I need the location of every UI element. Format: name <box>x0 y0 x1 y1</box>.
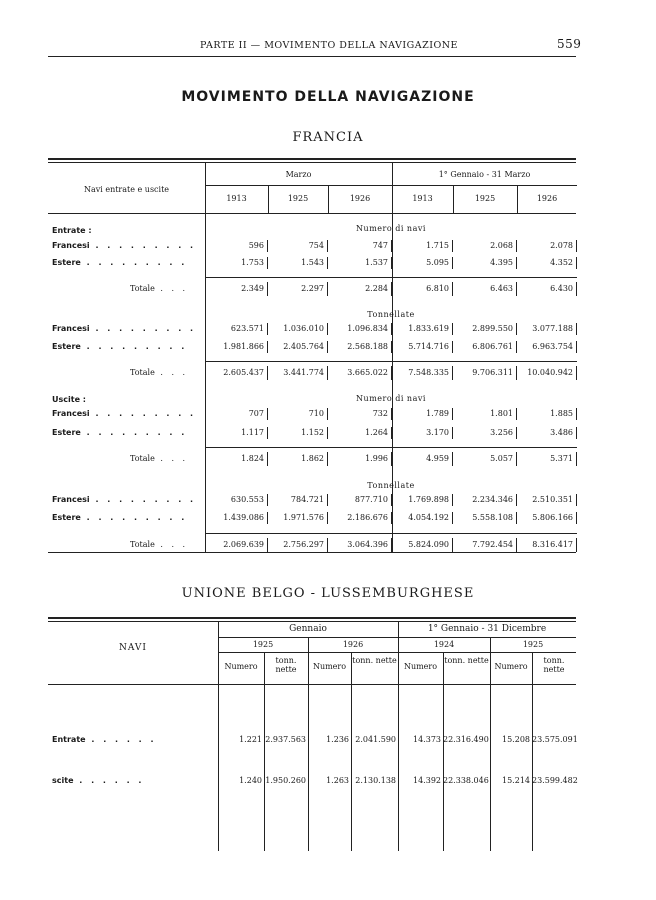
cell-value: 1.543 <box>301 258 324 267</box>
total-value: 2.756.297 <box>283 540 324 549</box>
cell-value: 1.715 <box>426 241 449 250</box>
cell-divider <box>576 408 577 420</box>
column-divider <box>264 652 265 851</box>
numero-header: Numero <box>312 662 347 671</box>
cell-value: 14.392 <box>413 776 441 785</box>
cell-value: 2.041.590 <box>355 735 396 744</box>
entrate-label: Entrate : <box>52 226 92 235</box>
year-divider <box>490 637 491 851</box>
cell-value: 2.078 <box>550 241 573 250</box>
cell-value: 2.568.188 <box>347 342 388 351</box>
cell-value: 2.130.138 <box>355 776 396 785</box>
head-rule <box>48 56 576 57</box>
total-value: 4.959 <box>426 454 449 463</box>
cell-value: 14.373 <box>413 735 441 744</box>
group-divider <box>392 162 393 552</box>
row-label <box>52 241 196 250</box>
dot-leader: . . . . . . . . . <box>80 513 188 522</box>
column-divider <box>351 652 352 851</box>
total-value: 7.548.335 <box>408 368 449 377</box>
year-header: 1925 <box>474 194 496 203</box>
belgium-heading: UNIONE BELGO - LUSSEMBURGHESE <box>181 586 475 601</box>
tonn-header: tonn. nette <box>352 656 397 665</box>
row-label <box>52 409 196 418</box>
group-rule <box>205 185 577 186</box>
year-header: 1925 <box>287 194 309 203</box>
column-divider <box>268 185 269 213</box>
column-divider <box>517 185 518 213</box>
cell-value: 1.117 <box>241 428 264 437</box>
total-value: 2.284 <box>365 284 388 293</box>
column-divider <box>328 185 329 213</box>
total-label <box>130 454 188 463</box>
section-title: Numero di navi <box>356 224 426 233</box>
cell-value: 15.214 <box>502 776 530 785</box>
cell-value: 707 <box>248 409 264 418</box>
cell-value: 1.537 <box>365 258 388 267</box>
total-value: 7.792.454 <box>472 540 513 549</box>
group-rule <box>218 637 576 638</box>
total-value: 6.463 <box>490 284 513 293</box>
cell-value: 2.234.346 <box>472 495 513 504</box>
table-top-rule-thin <box>48 621 576 622</box>
total-value: 6.430 <box>550 284 573 293</box>
total-value: 5.371 <box>550 454 573 463</box>
cell-value: 6.963.754 <box>532 342 573 351</box>
total-value: 3.441.774 <box>283 368 324 377</box>
dot-leader: . . . <box>154 284 189 293</box>
cell-divider <box>576 512 577 524</box>
total-value: 5.824.090 <box>408 540 449 549</box>
numero-header: Numero <box>224 662 258 671</box>
year-header: 1924 <box>433 640 455 649</box>
cell-value: 4.352 <box>550 258 573 267</box>
year-header: 1926 <box>342 640 364 649</box>
row-label-text: scite <box>52 776 74 785</box>
cell-value: 1.236 <box>326 735 349 744</box>
group-header: 1° Gennaio - 31 Dicembre <box>427 624 547 634</box>
cell-value: 3.077.188 <box>532 324 573 333</box>
dot-leader: . . . . . . <box>73 776 145 785</box>
row-label-text: Estere <box>52 428 81 437</box>
cell-value: 1.769.898 <box>408 495 449 504</box>
total-value: 8.316.417 <box>532 540 573 549</box>
dot-leader: . . . <box>154 454 189 463</box>
group-header: Gennaio <box>289 624 327 634</box>
table-top-rule <box>48 158 576 160</box>
cell-value: 732 <box>372 409 388 418</box>
cell-value: 877.710 <box>354 495 388 504</box>
cell-value: 1.981.866 <box>223 342 264 351</box>
cell-value: 5.714.716 <box>408 342 449 351</box>
table-bottom-rule <box>48 552 576 553</box>
total-value: 1.824 <box>241 454 264 463</box>
table-top-rule <box>48 617 576 619</box>
cell-value: 1.152 <box>301 428 324 437</box>
total-label-text: Totale <box>130 284 155 293</box>
group-header: Marzo <box>285 170 312 179</box>
cell-value: 1.950.260 <box>265 776 306 785</box>
total-value: 2.297 <box>301 284 324 293</box>
row-label <box>52 495 196 504</box>
row-label-text: Francesi <box>52 409 90 418</box>
uscite-label: Uscite : <box>52 395 86 404</box>
row-label <box>52 776 144 785</box>
cell-value: 5.095 <box>426 258 449 267</box>
dot-leader: . . . <box>154 540 189 549</box>
cell-value: 784.721 <box>290 495 324 504</box>
total-value: 9.706.311 <box>472 368 513 377</box>
total-value: 6.810 <box>426 284 449 293</box>
cell-value: 623.571 <box>230 324 264 333</box>
row-label <box>52 428 187 437</box>
dot-leader: . . . . . . . . . <box>80 258 188 267</box>
cell-value: 1.221 <box>239 735 262 744</box>
total-value: 5.057 <box>490 454 513 463</box>
total-rule <box>205 361 577 362</box>
total-value: 2.069.639 <box>223 540 264 549</box>
stub-header: Navi entrate e uscite <box>83 185 170 194</box>
running-head-text: PARTE II — MOVIMENTO DELLA NAVIGAZIONE <box>200 40 458 51</box>
cell-divider <box>576 538 577 552</box>
cell-value: 5.558.108 <box>472 513 513 522</box>
cell-value: 747 <box>372 241 388 250</box>
cell-value: 2.510.351 <box>532 495 573 504</box>
total-rule <box>205 447 577 448</box>
page-number: 559 <box>557 37 582 51</box>
cell-value: 4.395 <box>490 258 513 267</box>
row-label-text: Francesi <box>52 241 90 250</box>
cell-value: 1.885 <box>550 409 573 418</box>
tonn-header: tonn. nette <box>543 656 565 674</box>
cell-divider <box>576 240 577 252</box>
cell-value: 710 <box>308 409 324 418</box>
total-rule <box>205 533 577 534</box>
year-header: 1913 <box>412 194 433 203</box>
total-rule <box>205 277 577 278</box>
stub-header: NAVI <box>119 643 147 653</box>
section-title: Tonnellate <box>367 481 415 490</box>
total-value: 1.862 <box>301 454 324 463</box>
cell-value: 1.833.619 <box>408 324 449 333</box>
tonn-header: tonn. nette <box>275 656 297 674</box>
numero-header: Numero <box>494 662 528 671</box>
dot-leader: . . . . . . . . . <box>89 324 197 333</box>
cell-divider <box>576 323 577 335</box>
total-label <box>130 368 188 377</box>
dot-leader: . . . . . . . . . <box>89 409 197 418</box>
cell-value: 22.338.046 <box>443 776 489 785</box>
cell-divider <box>576 257 577 269</box>
total-value: 3.665.022 <box>347 368 388 377</box>
cell-value: 754 <box>308 241 324 250</box>
row-label <box>52 324 196 333</box>
cell-divider <box>576 452 577 466</box>
year-header: 1925 <box>522 640 544 649</box>
cell-value: 5.806.166 <box>532 513 573 522</box>
cell-divider <box>576 366 577 380</box>
cell-value: 1.096.834 <box>347 324 388 333</box>
total-value: 3.064.396 <box>347 540 388 549</box>
cell-divider <box>576 282 577 296</box>
cell-value: 3.170 <box>426 428 449 437</box>
row-label-text: Estere <box>52 513 81 522</box>
cell-value: 4.054.192 <box>408 513 449 522</box>
dot-leader: . . . <box>154 368 189 377</box>
cell-value: 596 <box>248 241 264 250</box>
cell-value: 1.036.010 <box>283 324 324 333</box>
cell-value: 2.186.676 <box>347 513 388 522</box>
row-label-text: Entrate <box>52 735 86 744</box>
cell-value: 23.599.482 <box>532 776 578 785</box>
total-label <box>130 540 188 549</box>
dot-leader: . . . . . . . . . <box>89 241 197 250</box>
tonn-header: tonn. nette <box>444 656 489 665</box>
cell-value: 6.806.761 <box>472 342 513 351</box>
year-rule <box>218 652 576 653</box>
cell-value: 1.971.576 <box>283 513 324 522</box>
cell-value: 1.240 <box>239 776 262 785</box>
column-divider <box>453 185 454 213</box>
cell-value: 1.263 <box>326 776 349 785</box>
total-value: 10.040.942 <box>527 368 573 377</box>
cell-divider <box>576 427 577 439</box>
dot-leader: . . . . . . . . . <box>80 342 188 351</box>
cell-value: 2.899.550 <box>472 324 513 333</box>
row-label <box>52 513 187 522</box>
cell-value: 22.316.490 <box>443 735 489 744</box>
cell-value: 1.801 <box>490 409 513 418</box>
cell-value: 1.789 <box>426 409 449 418</box>
row-label-text: Estere <box>52 342 81 351</box>
header-bottom-rule <box>48 684 576 685</box>
table-top-rule-thin <box>48 162 576 163</box>
cell-value: 630.553 <box>230 495 264 504</box>
numero-header: Numero <box>403 662 438 671</box>
group-header: 1° Gennaio - 31 Marzo <box>438 170 531 179</box>
cell-value: 3.486 <box>550 428 573 437</box>
dot-leader: . . . . . . <box>85 735 157 744</box>
total-label-text: Totale <box>130 368 155 377</box>
total-label-text: Totale <box>130 454 155 463</box>
cell-value: 2.068 <box>490 241 513 250</box>
row-label-text: Estere <box>52 258 81 267</box>
year-header: 1926 <box>349 194 371 203</box>
total-label <box>130 284 188 293</box>
france-heading: FRANCIA <box>292 130 364 145</box>
row-label <box>52 342 187 351</box>
total-value: 2.349 <box>241 284 264 293</box>
cell-value: 1.439.086 <box>223 513 264 522</box>
cell-divider <box>576 494 577 506</box>
total-value: 1.996 <box>365 454 388 463</box>
header-bottom-rule <box>48 213 576 214</box>
section-title: Numero di navi <box>356 394 426 403</box>
column-divider <box>443 652 444 851</box>
stub-divider <box>205 162 206 552</box>
total-value: 2.605.437 <box>223 368 264 377</box>
dot-leader: . . . . . . . . . <box>80 428 188 437</box>
year-header: 1913 <box>226 194 247 203</box>
cell-value: 15.208 <box>502 735 530 744</box>
row-label <box>52 735 157 744</box>
year-divider <box>308 637 309 851</box>
row-label <box>52 258 187 267</box>
dot-leader: . . . . . . . . . <box>89 495 197 504</box>
cell-value: 2.405.764 <box>283 342 324 351</box>
cell-value: 3.256 <box>490 428 513 437</box>
cell-value: 1.753 <box>241 258 264 267</box>
column-divider <box>532 652 533 851</box>
cell-value: 2.937.563 <box>265 735 306 744</box>
row-label-text: Francesi <box>52 324 90 333</box>
cell-value: 1.264 <box>365 428 388 437</box>
total-label-text: Totale <box>130 540 155 549</box>
cell-divider <box>576 341 577 353</box>
page-title: MOVIMENTO DELLA NAVIGAZIONE <box>181 89 475 105</box>
year-header: 1926 <box>536 194 558 203</box>
row-label-text: Francesi <box>52 495 90 504</box>
cell-value: 23.575.091 <box>532 735 578 744</box>
section-title: Tonnellate <box>367 310 415 319</box>
year-header: 1925 <box>252 640 274 649</box>
